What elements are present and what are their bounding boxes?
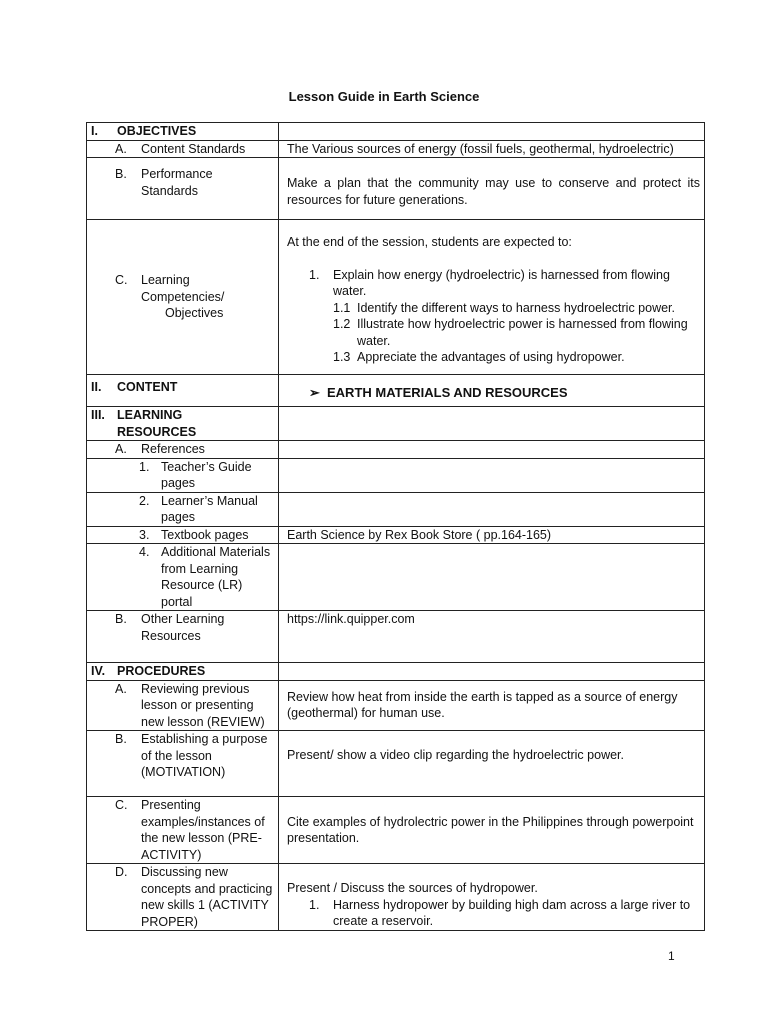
procedure-d-item: 1. Harness hydropower by building high dam across a large river to create a reservoir.: [309, 897, 691, 928]
table-row: [87, 123, 705, 141]
additional-materials-label: 4. Additional Materials from Learning Resource (LR) portal: [139, 545, 271, 609]
procedure-d-value: Present / Discuss the sources of hydropower. 1. Harness hydropower by building high dam across a large river to create a reservoir.: [279, 864, 705, 931]
content-standards-value: The Various sources of energy (fossil fuels, geothermal, hydroelectric): [279, 140, 705, 158]
table-row: [87, 680, 705, 731]
section-content: II. CONTENT: [91, 380, 178, 394]
table-row: [87, 407, 705, 441]
table-row: [87, 220, 705, 375]
table-row: [87, 544, 705, 611]
content-topic: ➢ EARTH MATERIALS AND RESOURCES: [309, 385, 568, 401]
table-row: [87, 526, 705, 544]
competencies-label: C. Learning Competencies/ Objectives: [115, 273, 225, 321]
table-row: [87, 158, 705, 220]
procedure-a-value: Review how heat from inside the earth is tapped as a source of energy (geothermal) for human use.: [279, 680, 705, 731]
section-objectives: I. OBJECTIVES: [91, 124, 197, 138]
competencies-value: [279, 220, 705, 375]
competency-subitem: 1.3 Appreciate the advantages of using hydropower.: [333, 350, 625, 364]
procedure-b-value: Present/ show a video clip regarding the hydroelectric power.: [279, 731, 705, 797]
arrow-bullet-icon: ➢: [309, 385, 320, 401]
section-learning-resources: III. LEARNING RESOURCES: [91, 408, 197, 439]
table-row: [87, 492, 705, 526]
competency-subitem: 1.2 Illustrate how hydroelectric power is harnessed from flowing water.: [333, 317, 688, 348]
procedure-b-label: B. Establishing a purpose of the lesson (MOTIVATION): [115, 732, 268, 779]
page-number: 1: [668, 949, 675, 963]
competency-subitem: 1.1 Identify the different ways to harness hydroelectric power.: [333, 300, 675, 315]
references-label: A. References: [115, 442, 205, 456]
table-row: [87, 797, 705, 864]
competencies-intro: At the end of the session, students are expected to:: [287, 235, 572, 249]
table-row: [87, 611, 705, 663]
teachers-guide-label: 1. Teacher’s Guide pages: [139, 459, 252, 490]
procedure-c-value: Cite examples of hydrolectric power in the Philippines through powerpoint presentation.: [279, 797, 705, 864]
table-row: [87, 140, 705, 158]
table-row: [87, 458, 705, 492]
competency-item: 1. Explain how energy (hydroelectric) is harnessed from flowing water.: [309, 267, 670, 298]
procedure-a-label: A. Reviewing previous lesson or presenting new lesson (REVIEW): [115, 681, 265, 729]
textbook-label: 3. Textbook pages: [139, 527, 249, 542]
table-row: [87, 663, 705, 681]
other-resources-label: B. Other Learning Resources: [115, 612, 225, 643]
table-row: [87, 731, 705, 797]
table-row: [87, 375, 705, 407]
lesson-guide-table: [86, 122, 705, 931]
section-procedures: IV. PROCEDURES: [91, 664, 206, 678]
table-row: [87, 864, 705, 931]
procedure-d-label: D. Discussing new concepts and practicing new skills 1 (ACTIVITY PROPER): [115, 865, 273, 929]
other-resources-link[interactable]: https://link.quipper.com: [279, 611, 705, 663]
table-row: [87, 441, 705, 459]
content-standards-label: A. Content Standards: [115, 141, 246, 156]
performance-standards-value: Make a plan that the community may use to conserve and protect its resources for future generations.: [279, 158, 705, 220]
learners-manual-label: 2. Learner’s Manual pages: [139, 493, 258, 524]
performance-standards-label: B. Performance Standards: [115, 167, 213, 198]
document-title: Lesson Guide in Earth Science: [288, 89, 480, 104]
procedure-c-label: C. Presenting examples/instances of the new lesson (PRE-ACTIVITY): [115, 798, 265, 862]
textbook-value: Earth Science by Rex Book Store ( pp.164-165): [279, 526, 705, 544]
